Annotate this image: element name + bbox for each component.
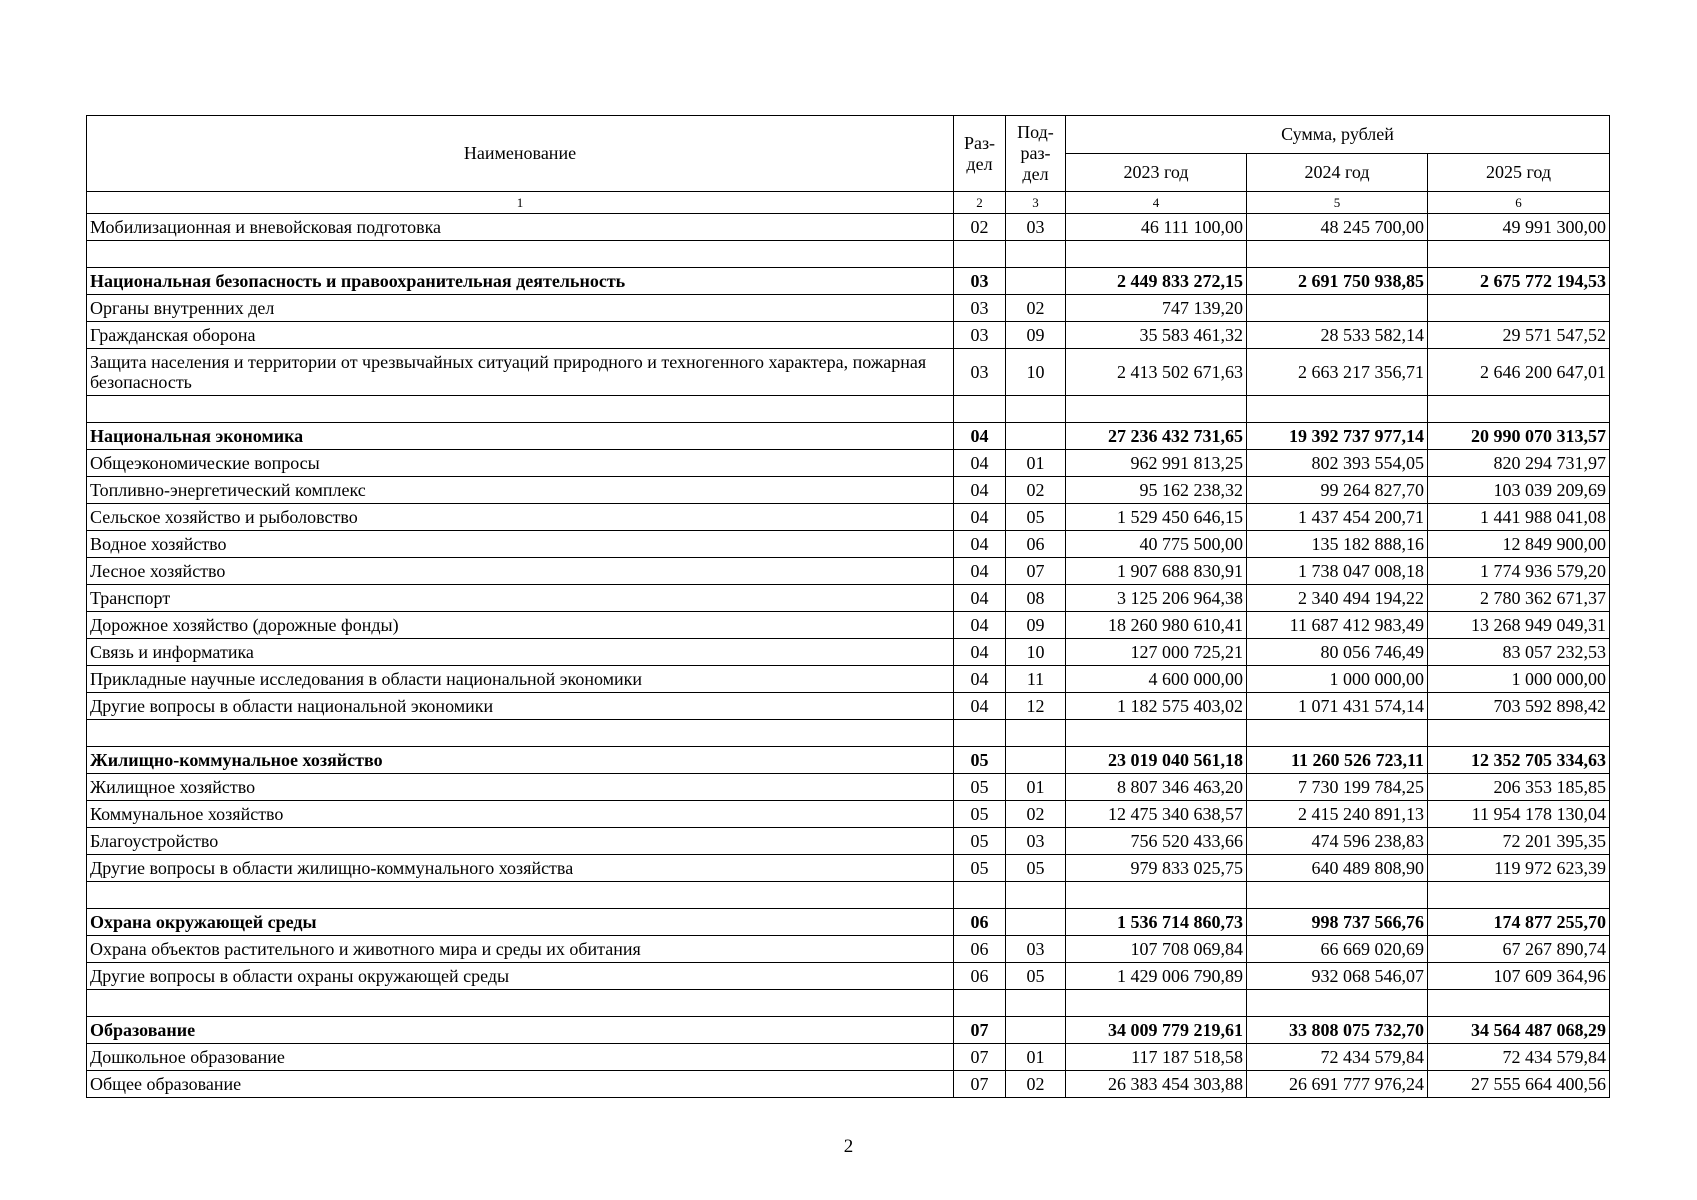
cell-podrazdel: 09 [1006, 322, 1066, 349]
cell-amount-2025: 72 434 579,84 [1428, 1044, 1610, 1071]
cell-name: Мобилизационная и вневойсковая подготовка [87, 214, 954, 241]
cell-name: Топливно-энергетический комплекс [87, 477, 954, 504]
cell-amount-2024: 2 663 217 356,71 [1247, 349, 1428, 396]
cell-amount-2024: 7 730 199 784,25 [1247, 774, 1428, 801]
cell-name: Общеэкономические вопросы [87, 450, 954, 477]
cell-name [87, 396, 954, 423]
cell-amount-2023: 26 383 454 303,88 [1066, 1071, 1247, 1098]
col-number-4: 4 [1066, 192, 1247, 214]
table-row [87, 531, 1610, 558]
cell-amount-2024: 2 415 240 891,13 [1247, 801, 1428, 828]
col-header-2024: 2024 год [1247, 154, 1428, 192]
cell-razdel: 04 [954, 504, 1006, 531]
table-row [87, 855, 1610, 882]
cell-amount-2025: 107 609 364,96 [1428, 963, 1610, 990]
cell-amount-2025: 13 268 949 049,31 [1428, 612, 1610, 639]
cell-amount-2023: 18 260 980 610,41 [1066, 612, 1247, 639]
cell-name [87, 720, 954, 747]
cell-razdel: 05 [954, 774, 1006, 801]
cell-podrazdel: 12 [1006, 693, 1066, 720]
cell-razdel: 05 [954, 801, 1006, 828]
cell-amount-2025: 29 571 547,52 [1428, 322, 1610, 349]
cell-amount-2024: 2 340 494 194,22 [1247, 585, 1428, 612]
cell-amount-2024: 1 738 047 008,18 [1247, 558, 1428, 585]
cell-name [87, 990, 954, 1017]
cell-podrazdel: 03 [1006, 828, 1066, 855]
cell-amount-2023: 8 807 346 463,20 [1066, 774, 1247, 801]
cell-name: Водное хозяйство [87, 531, 954, 558]
cell-amount-2023: 756 520 433,66 [1066, 828, 1247, 855]
cell-razdel: 06 [954, 909, 1006, 936]
table-row [87, 214, 1610, 241]
cell-amount-2025 [1428, 241, 1610, 268]
cell-amount-2023: 117 187 518,58 [1066, 1044, 1247, 1071]
cell-podrazdel: 01 [1006, 1044, 1066, 1071]
cell-amount-2024: 80 056 746,49 [1247, 639, 1428, 666]
cell-amount-2025: 49 991 300,00 [1428, 214, 1610, 241]
cell-name: Другие вопросы в области жилищно-коммунального хозяйства [87, 855, 954, 882]
cell-amount-2023: 1 429 006 790,89 [1066, 963, 1247, 990]
cell-amount-2025: 174 877 255,70 [1428, 909, 1610, 936]
cell-amount-2025: 103 039 209,69 [1428, 477, 1610, 504]
table-row [87, 666, 1610, 693]
cell-amount-2023: 27 236 432 731,65 [1066, 423, 1247, 450]
col-number-5: 5 [1247, 192, 1428, 214]
cell-amount-2024: 11 260 526 723,11 [1247, 747, 1428, 774]
cell-amount-2023: 4 600 000,00 [1066, 666, 1247, 693]
cell-amount-2025: 703 592 898,42 [1428, 693, 1610, 720]
cell-amount-2024 [1247, 882, 1428, 909]
table-row [87, 828, 1610, 855]
cell-name: Другие вопросы в области национальной экономики [87, 693, 954, 720]
cell-amount-2025: 1 774 936 579,20 [1428, 558, 1610, 585]
cell-amount-2024: 1 000 000,00 [1247, 666, 1428, 693]
cell-amount-2025: 119 972 623,39 [1428, 855, 1610, 882]
table-row [87, 612, 1610, 639]
cell-amount-2023: 962 991 813,25 [1066, 450, 1247, 477]
cell-podrazdel [1006, 1017, 1066, 1044]
cell-amount-2023: 1 182 575 403,02 [1066, 693, 1247, 720]
cell-amount-2024: 33 808 075 732,70 [1247, 1017, 1428, 1044]
table-row [87, 747, 1610, 774]
cell-amount-2025 [1428, 295, 1610, 322]
table-row [87, 295, 1610, 322]
table-row [87, 504, 1610, 531]
cell-amount-2023: 2 449 833 272,15 [1066, 268, 1247, 295]
table-row [87, 1017, 1610, 1044]
cell-amount-2025: 2 780 362 671,37 [1428, 585, 1610, 612]
cell-name: Жилищно-коммунальное хозяйство [87, 747, 954, 774]
cell-name [87, 882, 954, 909]
cell-razdel [954, 882, 1006, 909]
cell-amount-2023: 2 413 502 671,63 [1066, 349, 1247, 396]
cell-podrazdel [1006, 882, 1066, 909]
col-number-3: 3 [1006, 192, 1066, 214]
col-number-1: 1 [87, 192, 954, 214]
cell-name: Гражданская оборона [87, 322, 954, 349]
cell-podrazdel: 08 [1006, 585, 1066, 612]
col-header-2023: 2023 год [1066, 154, 1247, 192]
cell-podrazdel [1006, 396, 1066, 423]
cell-podrazdel: 02 [1006, 295, 1066, 322]
cell-name: Связь и информатика [87, 639, 954, 666]
cell-amount-2025: 1 441 988 041,08 [1428, 504, 1610, 531]
table-row [87, 1071, 1610, 1098]
cell-razdel [954, 396, 1006, 423]
cell-podrazdel [1006, 990, 1066, 1017]
cell-podrazdel [1006, 241, 1066, 268]
col-header-name: Наименование [87, 116, 954, 192]
cell-podrazdel: 03 [1006, 936, 1066, 963]
cell-amount-2023: 35 583 461,32 [1066, 322, 1247, 349]
table-row [87, 322, 1610, 349]
cell-name: Сельское хозяйство и рыболовство [87, 504, 954, 531]
cell-razdel: 02 [954, 214, 1006, 241]
cell-amount-2023: 1 529 450 646,15 [1066, 504, 1247, 531]
cell-podrazdel: 05 [1006, 963, 1066, 990]
cell-amount-2023 [1066, 720, 1247, 747]
table-body [87, 214, 1610, 1098]
cell-razdel: 04 [954, 612, 1006, 639]
cell-razdel [954, 990, 1006, 1017]
cell-amount-2025: 27 555 664 400,56 [1428, 1071, 1610, 1098]
cell-amount-2023: 127 000 725,21 [1066, 639, 1247, 666]
cell-podrazdel: 02 [1006, 801, 1066, 828]
cell-podrazdel [1006, 720, 1066, 747]
cell-amount-2025: 2 646 200 647,01 [1428, 349, 1610, 396]
cell-amount-2025: 72 201 395,35 [1428, 828, 1610, 855]
cell-amount-2025: 83 057 232,53 [1428, 639, 1610, 666]
table-row [87, 477, 1610, 504]
table-row [87, 268, 1610, 295]
cell-name: Охрана объектов растительного и животного мира и среды их обитания [87, 936, 954, 963]
cell-podrazdel: 10 [1006, 349, 1066, 396]
cell-name: Дошкольное образование [87, 1044, 954, 1071]
cell-amount-2025: 12 352 705 334,63 [1428, 747, 1610, 774]
cell-podrazdel: 01 [1006, 774, 1066, 801]
cell-name: Другие вопросы в области охраны окружающей среды [87, 963, 954, 990]
cell-podrazdel: 07 [1006, 558, 1066, 585]
cell-name: Дорожное хозяйство (дорожные фонды) [87, 612, 954, 639]
table-row [87, 639, 1610, 666]
cell-amount-2023: 34 009 779 219,61 [1066, 1017, 1247, 1044]
col-header-razdel-text: Раз- дел [963, 132, 996, 174]
table-row-blank [87, 990, 1610, 1017]
table-row [87, 450, 1610, 477]
cell-podrazdel [1006, 747, 1066, 774]
table-row-blank [87, 882, 1610, 909]
cell-razdel: 07 [954, 1071, 1006, 1098]
budget-table [86, 115, 1610, 1098]
cell-amount-2024: 28 533 582,14 [1247, 322, 1428, 349]
cell-name: Благоустройство [87, 828, 954, 855]
cell-podrazdel: 05 [1006, 504, 1066, 531]
col-header-podrazdel-text: Под- раз- дел [1017, 122, 1054, 184]
col-header-podrazdel [1006, 116, 1066, 192]
table-row [87, 423, 1610, 450]
cell-amount-2025 [1428, 882, 1610, 909]
cell-amount-2024: 1 071 431 574,14 [1247, 693, 1428, 720]
cell-amount-2024: 72 434 579,84 [1247, 1044, 1428, 1071]
cell-razdel: 04 [954, 477, 1006, 504]
cell-amount-2024 [1247, 241, 1428, 268]
cell-amount-2025 [1428, 396, 1610, 423]
cell-amount-2025: 1 000 000,00 [1428, 666, 1610, 693]
cell-amount-2024: 11 687 412 983,49 [1247, 612, 1428, 639]
page-number: 2 [843, 1136, 854, 1157]
cell-amount-2023 [1066, 990, 1247, 1017]
cell-amount-2025: 34 564 487 068,29 [1428, 1017, 1610, 1044]
cell-amount-2023: 1 907 688 830,91 [1066, 558, 1247, 585]
cell-name: Лесное хозяйство [87, 558, 954, 585]
table-row [87, 963, 1610, 990]
cell-name: Жилищное хозяйство [87, 774, 954, 801]
table-row-blank [87, 720, 1610, 747]
cell-amount-2023 [1066, 396, 1247, 423]
cell-amount-2025: 2 675 772 194,53 [1428, 268, 1610, 295]
cell-razdel: 06 [954, 936, 1006, 963]
cell-name: Образование [87, 1017, 954, 1044]
cell-amount-2024: 2 691 750 938,85 [1247, 268, 1428, 295]
cell-podrazdel: 10 [1006, 639, 1066, 666]
cell-name: Защита населения и территории от чрезвычайных ситуаций природного и техногенного характера, пожарная безопасность [87, 349, 954, 396]
cell-razdel: 03 [954, 295, 1006, 322]
cell-name: Транспорт [87, 585, 954, 612]
col-number-6: 6 [1428, 192, 1610, 214]
cell-amount-2025: 820 294 731,97 [1428, 450, 1610, 477]
cell-razdel: 04 [954, 423, 1006, 450]
cell-amount-2024: 998 737 566,76 [1247, 909, 1428, 936]
table-row [87, 349, 1610, 396]
cell-podrazdel [1006, 268, 1066, 295]
cell-podrazdel [1006, 909, 1066, 936]
cell-amount-2024: 640 489 808,90 [1247, 855, 1428, 882]
cell-name: Органы внутренних дел [87, 295, 954, 322]
cell-amount-2023: 40 775 500,00 [1066, 531, 1247, 558]
table-row [87, 558, 1610, 585]
cell-amount-2025: 12 849 900,00 [1428, 531, 1610, 558]
cell-amount-2023 [1066, 241, 1247, 268]
cell-amount-2023: 46 111 100,00 [1066, 214, 1247, 241]
cell-amount-2024: 26 691 777 976,24 [1247, 1071, 1428, 1098]
cell-amount-2024: 802 393 554,05 [1247, 450, 1428, 477]
cell-podrazdel: 05 [1006, 855, 1066, 882]
cell-razdel: 03 [954, 268, 1006, 295]
cell-amount-2024: 135 182 888,16 [1247, 531, 1428, 558]
cell-razdel [954, 241, 1006, 268]
cell-name: Коммунальное хозяйство [87, 801, 954, 828]
cell-razdel: 04 [954, 585, 1006, 612]
cell-razdel: 05 [954, 828, 1006, 855]
cell-amount-2024: 474 596 238,83 [1247, 828, 1428, 855]
cell-amount-2024 [1247, 396, 1428, 423]
cell-razdel: 04 [954, 558, 1006, 585]
cell-podrazdel: 06 [1006, 531, 1066, 558]
cell-razdel: 05 [954, 855, 1006, 882]
cell-name: Национальная безопасность и правоохранительная деятельность [87, 268, 954, 295]
cell-amount-2024: 19 392 737 977,14 [1247, 423, 1428, 450]
cell-amount-2024: 932 068 546,07 [1247, 963, 1428, 990]
col-header-sum: Сумма, рублей [1066, 116, 1610, 154]
cell-amount-2025 [1428, 990, 1610, 1017]
cell-amount-2025: 20 990 070 313,57 [1428, 423, 1610, 450]
table-row [87, 1044, 1610, 1071]
cell-podrazdel [1006, 423, 1066, 450]
cell-amount-2023: 23 019 040 561,18 [1066, 747, 1247, 774]
cell-podrazdel: 09 [1006, 612, 1066, 639]
cell-razdel [954, 720, 1006, 747]
cell-podrazdel: 02 [1006, 477, 1066, 504]
cell-name: Национальная экономика [87, 423, 954, 450]
cell-amount-2023: 747 139,20 [1066, 295, 1247, 322]
cell-name: Охрана окружающей среды [87, 909, 954, 936]
cell-amount-2023: 979 833 025,75 [1066, 855, 1247, 882]
cell-podrazdel: 03 [1006, 214, 1066, 241]
cell-razdel: 03 [954, 349, 1006, 396]
cell-name: Общее образование [87, 1071, 954, 1098]
table-row [87, 585, 1610, 612]
cell-amount-2024 [1247, 295, 1428, 322]
cell-razdel: 07 [954, 1044, 1006, 1071]
cell-podrazdel: 11 [1006, 666, 1066, 693]
cell-amount-2024: 48 245 700,00 [1247, 214, 1428, 241]
cell-amount-2024: 66 669 020,69 [1247, 936, 1428, 963]
table-row [87, 909, 1610, 936]
cell-razdel: 04 [954, 531, 1006, 558]
cell-amount-2025 [1428, 720, 1610, 747]
cell-amount-2024 [1247, 720, 1428, 747]
cell-razdel: 03 [954, 322, 1006, 349]
table-row [87, 693, 1610, 720]
col-number-2: 2 [954, 192, 1006, 214]
cell-podrazdel: 02 [1006, 1071, 1066, 1098]
cell-podrazdel: 01 [1006, 450, 1066, 477]
table-row-blank [87, 396, 1610, 423]
cell-amount-2024: 99 264 827,70 [1247, 477, 1428, 504]
cell-razdel: 06 [954, 963, 1006, 990]
cell-amount-2025: 11 954 178 130,04 [1428, 801, 1610, 828]
cell-razdel: 04 [954, 666, 1006, 693]
cell-name: Прикладные научные исследования в области национальной экономики [87, 666, 954, 693]
table-row [87, 936, 1610, 963]
cell-amount-2025: 67 267 890,74 [1428, 936, 1610, 963]
cell-amount-2024: 1 437 454 200,71 [1247, 504, 1428, 531]
cell-amount-2024 [1247, 990, 1428, 1017]
cell-razdel: 04 [954, 693, 1006, 720]
cell-amount-2023: 3 125 206 964,38 [1066, 585, 1247, 612]
cell-amount-2023: 107 708 069,84 [1066, 936, 1247, 963]
table-row [87, 801, 1610, 828]
cell-razdel: 05 [954, 747, 1006, 774]
cell-amount-2023: 12 475 340 638,57 [1066, 801, 1247, 828]
table-row [87, 774, 1610, 801]
col-header-2025: 2025 год [1428, 154, 1610, 192]
cell-razdel: 07 [954, 1017, 1006, 1044]
cell-razdel: 04 [954, 450, 1006, 477]
cell-razdel: 04 [954, 639, 1006, 666]
cell-name [87, 241, 954, 268]
cell-amount-2023: 95 162 238,32 [1066, 477, 1247, 504]
table-row-blank [87, 241, 1610, 268]
col-header-razdel [954, 116, 1006, 192]
cell-amount-2023 [1066, 882, 1247, 909]
cell-amount-2023: 1 536 714 860,73 [1066, 909, 1247, 936]
cell-amount-2025: 206 353 185,85 [1428, 774, 1610, 801]
